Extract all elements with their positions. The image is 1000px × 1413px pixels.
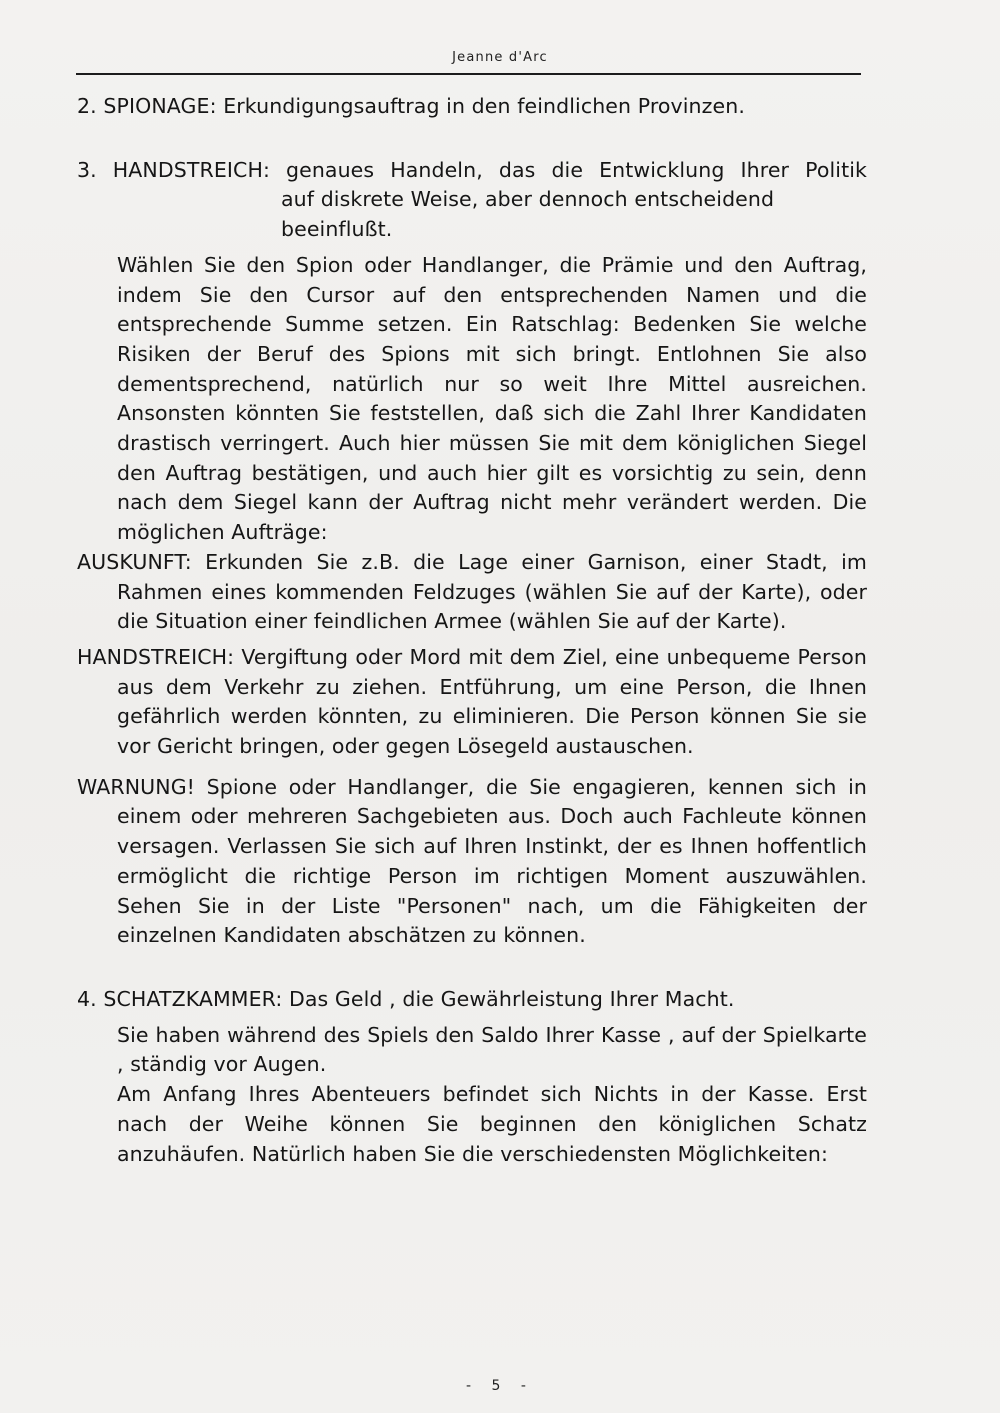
warning-paragraph: WARNUNG! Spione oder Handlanger, die Sie engagieren, kennen sich in einem oder mehreren Sachgebieten aus. Doch auch Fachleute können versagen. Verlassen Sie sich auf Ihren Instinkt, der es Ihnen hoffentlich ermöglicht die richtige Person im richtigen Moment auszuwählen. Sehen Sie in der Liste "Personen" nach, um die Fähigkeiten der einzelnen Kandidaten abschätzen zu können. xyxy=(77,774,867,948)
treasury-start-paragraph: Am Anfang Ihres Abenteuers befindet sich Nichts in der Kasse. Erst nach der Weihe können Sie beginnen den königlichen Schatz anzuhäufen. Natürlich haben Sie die verschiedensten Möglichkeiten: xyxy=(117,1082,867,1166)
treasury-balance-paragraph: Sie haben während des Spiels den Saldo Ihrer Kasse , auf der Spielkarte , ständig vor Augen. xyxy=(117,1022,867,1077)
header-rule xyxy=(76,73,861,75)
choose-agent-paragraph: Wählen Sie den Spion oder Handlanger, die Prämie und den Auftrag, indem Sie den Cursor auf den entsprechenden Namen und die entsprechende Summe setzen. Ein Ratschlag: Bedenken Sie welche Risiken der Beruf des Spions mit sich bringt. Entlohnen Sie also dementsprechend, natürlich nur so weit Ihre Mittel ausreichen. Ansonsten könnten Sie feststellen, daß sich die Zahl Ihrer Kandidaten drastisch verringert. Auch hier müssen Sie mit dem königlichen Siegel den Auftrag bestätigen, und auch hier gilt es vorsichtig zu sein, denn nach dem Siegel kann der Auftrag nicht mehr verändert werden. Die möglichen Aufträge: xyxy=(117,252,867,545)
page-number: - 5 - xyxy=(466,1378,534,1394)
page-body xyxy=(77,92,867,1169)
mission-auskunft: AUSKUNFT: Erkunden Sie z.B. die Lage einer Garnison, einer Stadt, im Rahmen eines kommenden Feldzuges (wählen Sie auf der Karte), oder die Situation einer feindlichen Armee (wählen Sie auf der Karte). xyxy=(77,549,867,634)
section-handstreich-continuation: auf diskrete Weise, aber dennoch entscheidend beeinflußt. xyxy=(281,187,775,242)
running-header: Jeanne d'Arc xyxy=(452,50,548,65)
section-spionage: 2. SPIONAGE: Erkundigungsauftrag in den feindlichen Provinzen. xyxy=(77,94,745,118)
mission-handstreich: HANDSTREICH: Vergiftung oder Mord mit dem Ziel, eine unbequeme Person aus dem Verkehr zu ziehen. Entführung, um eine Person, die Ihnen gefährlich werden könnten, zu eliminieren. Die Person können Sie sie vor Gericht bringen, oder gegen Lösegeld austauschen. xyxy=(77,644,867,759)
section-handstreich-heading: 3. HANDSTREICH: genaues Handeln, das die Entwicklung Ihrer Politik xyxy=(77,157,867,182)
section-schatzkammer-heading: 4. SCHATZKAMMER: Das Geld , die Gewährleistung Ihrer Macht. xyxy=(77,986,735,1011)
